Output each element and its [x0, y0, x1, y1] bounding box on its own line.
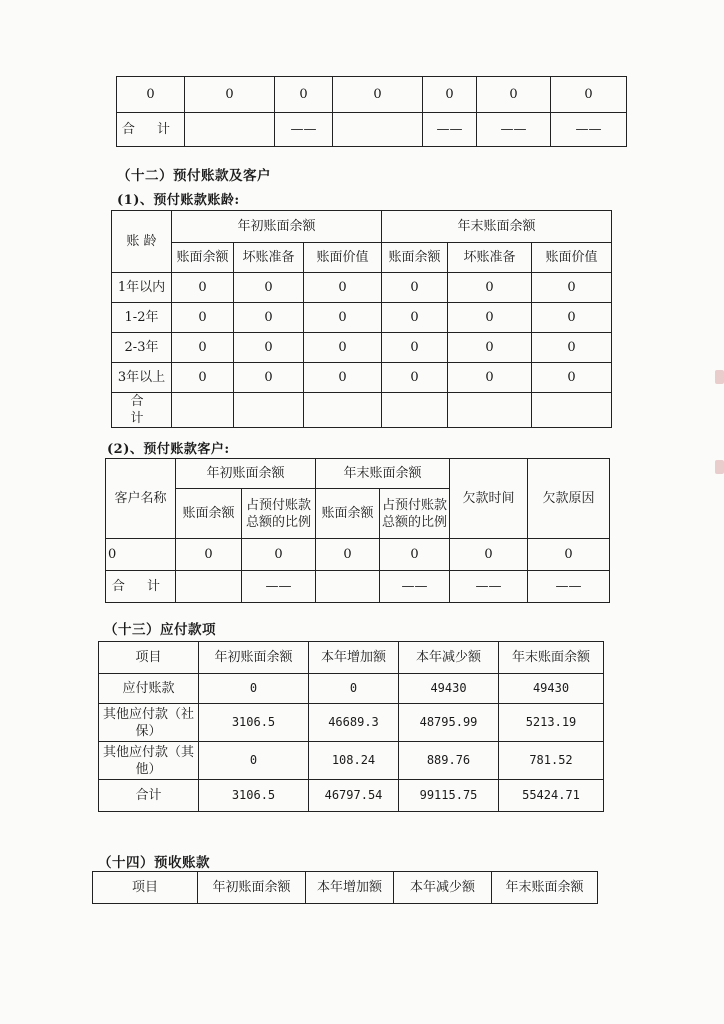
cell: —— — [450, 571, 528, 603]
cell: 0 — [380, 539, 450, 571]
cell: 889.76 — [399, 742, 499, 780]
cell: 0 — [382, 333, 448, 363]
cell — [304, 393, 382, 428]
cell: 0 — [199, 742, 309, 780]
table-row-total — [99, 780, 604, 812]
table-row — [106, 539, 610, 571]
col-header: 本年减少额 — [394, 872, 492, 904]
table-row — [112, 303, 612, 333]
cell: 46689.3 — [309, 704, 399, 742]
cell: 49430 — [499, 674, 604, 704]
col-header: 账面余额 — [316, 489, 380, 539]
cell: 0 — [448, 303, 532, 333]
cell: 781.52 — [499, 742, 604, 780]
cell: 0 — [382, 273, 448, 303]
total-label: 合 计 — [112, 393, 172, 428]
group-end-header: 年末账面余额 — [382, 211, 612, 243]
col-header: 年末账面余额 — [492, 872, 598, 904]
cell — [176, 571, 242, 603]
cell: —— — [242, 571, 316, 603]
row-label: 应付账款 — [99, 674, 199, 704]
seal-mark — [715, 370, 724, 384]
cell: 0 — [185, 77, 275, 113]
col-header: 年末账面余额 — [499, 642, 604, 674]
cell — [333, 113, 423, 147]
table-row — [99, 704, 604, 742]
cell: 0 — [275, 77, 333, 113]
cell: 46797.54 — [309, 780, 399, 812]
col-header: 占预付账款总额的比例 — [242, 489, 316, 539]
cell: 0 — [172, 333, 234, 363]
cell — [382, 393, 448, 428]
total-label: 合 计 — [106, 571, 176, 603]
table-row-total — [112, 393, 612, 428]
table-header-row — [106, 459, 610, 489]
row-label: 2-3年 — [112, 333, 172, 363]
section-12-sub1: (1)、预付账款账龄: — [117, 193, 240, 208]
cell: —— — [423, 113, 477, 147]
cell: 0 — [172, 363, 234, 393]
cell: 0 — [234, 363, 304, 393]
cell: 0 — [423, 77, 477, 113]
cell: 0 — [117, 77, 185, 113]
cell: 3106.5 — [199, 780, 309, 812]
table-row-total — [117, 113, 627, 147]
total-label: 合 计 — [117, 113, 185, 147]
cell — [185, 113, 275, 147]
table-row — [112, 363, 612, 393]
cell: 0 — [199, 674, 309, 704]
cell: —— — [380, 571, 450, 603]
cell: 55424.71 — [499, 780, 604, 812]
cell — [172, 393, 234, 428]
section-13-title: （十三）应付款项 — [104, 622, 216, 638]
section-14-title: （十四）预收账款 — [98, 855, 210, 871]
cell: 0 — [242, 539, 316, 571]
cell: 108.24 — [309, 742, 399, 780]
cell: —— — [551, 113, 627, 147]
cell: 0 — [532, 303, 612, 333]
col-header: 账面余额 — [382, 243, 448, 273]
cell — [532, 393, 612, 428]
cell: 0 — [234, 273, 304, 303]
col-header: 项目 — [99, 642, 199, 674]
row-label: 1年以内 — [112, 273, 172, 303]
section-12-title: （十二）预付账款及客户 — [117, 168, 271, 184]
cell — [316, 571, 380, 603]
row-label: 3年以上 — [112, 363, 172, 393]
cell: 0 — [304, 273, 382, 303]
customer-table — [105, 458, 610, 603]
row-label: 合计 — [99, 780, 199, 812]
col-header: 本年增加额 — [309, 642, 399, 674]
payables-table — [98, 641, 604, 812]
cell: 0 — [532, 363, 612, 393]
cell: 0 — [316, 539, 380, 571]
table-header-row — [93, 872, 598, 904]
cell: 48795.99 — [399, 704, 499, 742]
col-header: 账面余额 — [172, 243, 234, 273]
cell: 0 — [172, 273, 234, 303]
cell: 0 — [532, 333, 612, 363]
table-header-row — [99, 642, 604, 674]
cell: —— — [528, 571, 610, 603]
col-header: 本年增加额 — [306, 872, 394, 904]
cell: 0 — [448, 333, 532, 363]
table-header-row — [112, 211, 612, 243]
col-header: 账面价值 — [304, 243, 382, 273]
cell: 0 — [448, 363, 532, 393]
cell: 0 — [551, 77, 627, 113]
aging-corner: 账 龄 — [112, 211, 172, 273]
seal-mark — [715, 460, 724, 474]
table-row — [112, 333, 612, 363]
cell: 99115.75 — [399, 780, 499, 812]
cell: —— — [477, 113, 551, 147]
table-row — [99, 742, 604, 780]
cell: 0 — [176, 539, 242, 571]
col-header: 坏账准备 — [448, 243, 532, 273]
row-label: 1-2年 — [112, 303, 172, 333]
col-header: 占预付账款总额的比例 — [380, 489, 450, 539]
col-header: 年初账面余额 — [198, 872, 306, 904]
col-header: 账面价值 — [532, 243, 612, 273]
cell — [234, 393, 304, 428]
cell: 0 — [382, 303, 448, 333]
customer-corner: 客户名称 — [106, 459, 176, 539]
cell: 0 — [450, 539, 528, 571]
col-header-time: 欠款时间 — [450, 459, 528, 539]
cell — [448, 393, 532, 428]
group-begin-header: 年初账面余额 — [176, 459, 316, 489]
cell: 0 — [528, 539, 610, 571]
col-header: 本年减少额 — [399, 642, 499, 674]
cell: 0 — [172, 303, 234, 333]
group-end-header: 年末账面余额 — [316, 459, 450, 489]
aging-table — [111, 210, 612, 428]
cell: 0 — [477, 77, 551, 113]
cell: 0 — [309, 674, 399, 704]
cell: 0 — [304, 363, 382, 393]
cell: —— — [275, 113, 333, 147]
col-header: 年初账面余额 — [199, 642, 309, 674]
table-header-row — [112, 243, 612, 273]
cell: 0 — [234, 333, 304, 363]
table-row — [117, 77, 627, 113]
table-row — [112, 273, 612, 303]
cell: 0 — [532, 273, 612, 303]
group-begin-header: 年初账面余额 — [172, 211, 382, 243]
cell: 0 — [304, 333, 382, 363]
row-label: 其他应付款（社保） — [99, 704, 199, 742]
cell: 0 — [448, 273, 532, 303]
cell: 5213.19 — [499, 704, 604, 742]
table-row-total — [106, 571, 610, 603]
col-header: 项目 — [93, 872, 198, 904]
col-header: 坏账准备 — [234, 243, 304, 273]
top-table — [116, 76, 627, 147]
advance-receipts-table — [92, 871, 598, 904]
row-label: 其他应付款（其他） — [99, 742, 199, 780]
cell: 49430 — [399, 674, 499, 704]
col-header: 账面余额 — [176, 489, 242, 539]
cell: 3106.5 — [199, 704, 309, 742]
section-12-sub2: (2)、预付账款客户: — [107, 442, 230, 457]
cell: 0 — [304, 303, 382, 333]
col-header-reason: 欠款原因 — [528, 459, 610, 539]
row-label: 0 — [106, 539, 176, 571]
table-row — [99, 674, 604, 704]
cell: 0 — [382, 363, 448, 393]
cell: 0 — [333, 77, 423, 113]
cell: 0 — [234, 303, 304, 333]
